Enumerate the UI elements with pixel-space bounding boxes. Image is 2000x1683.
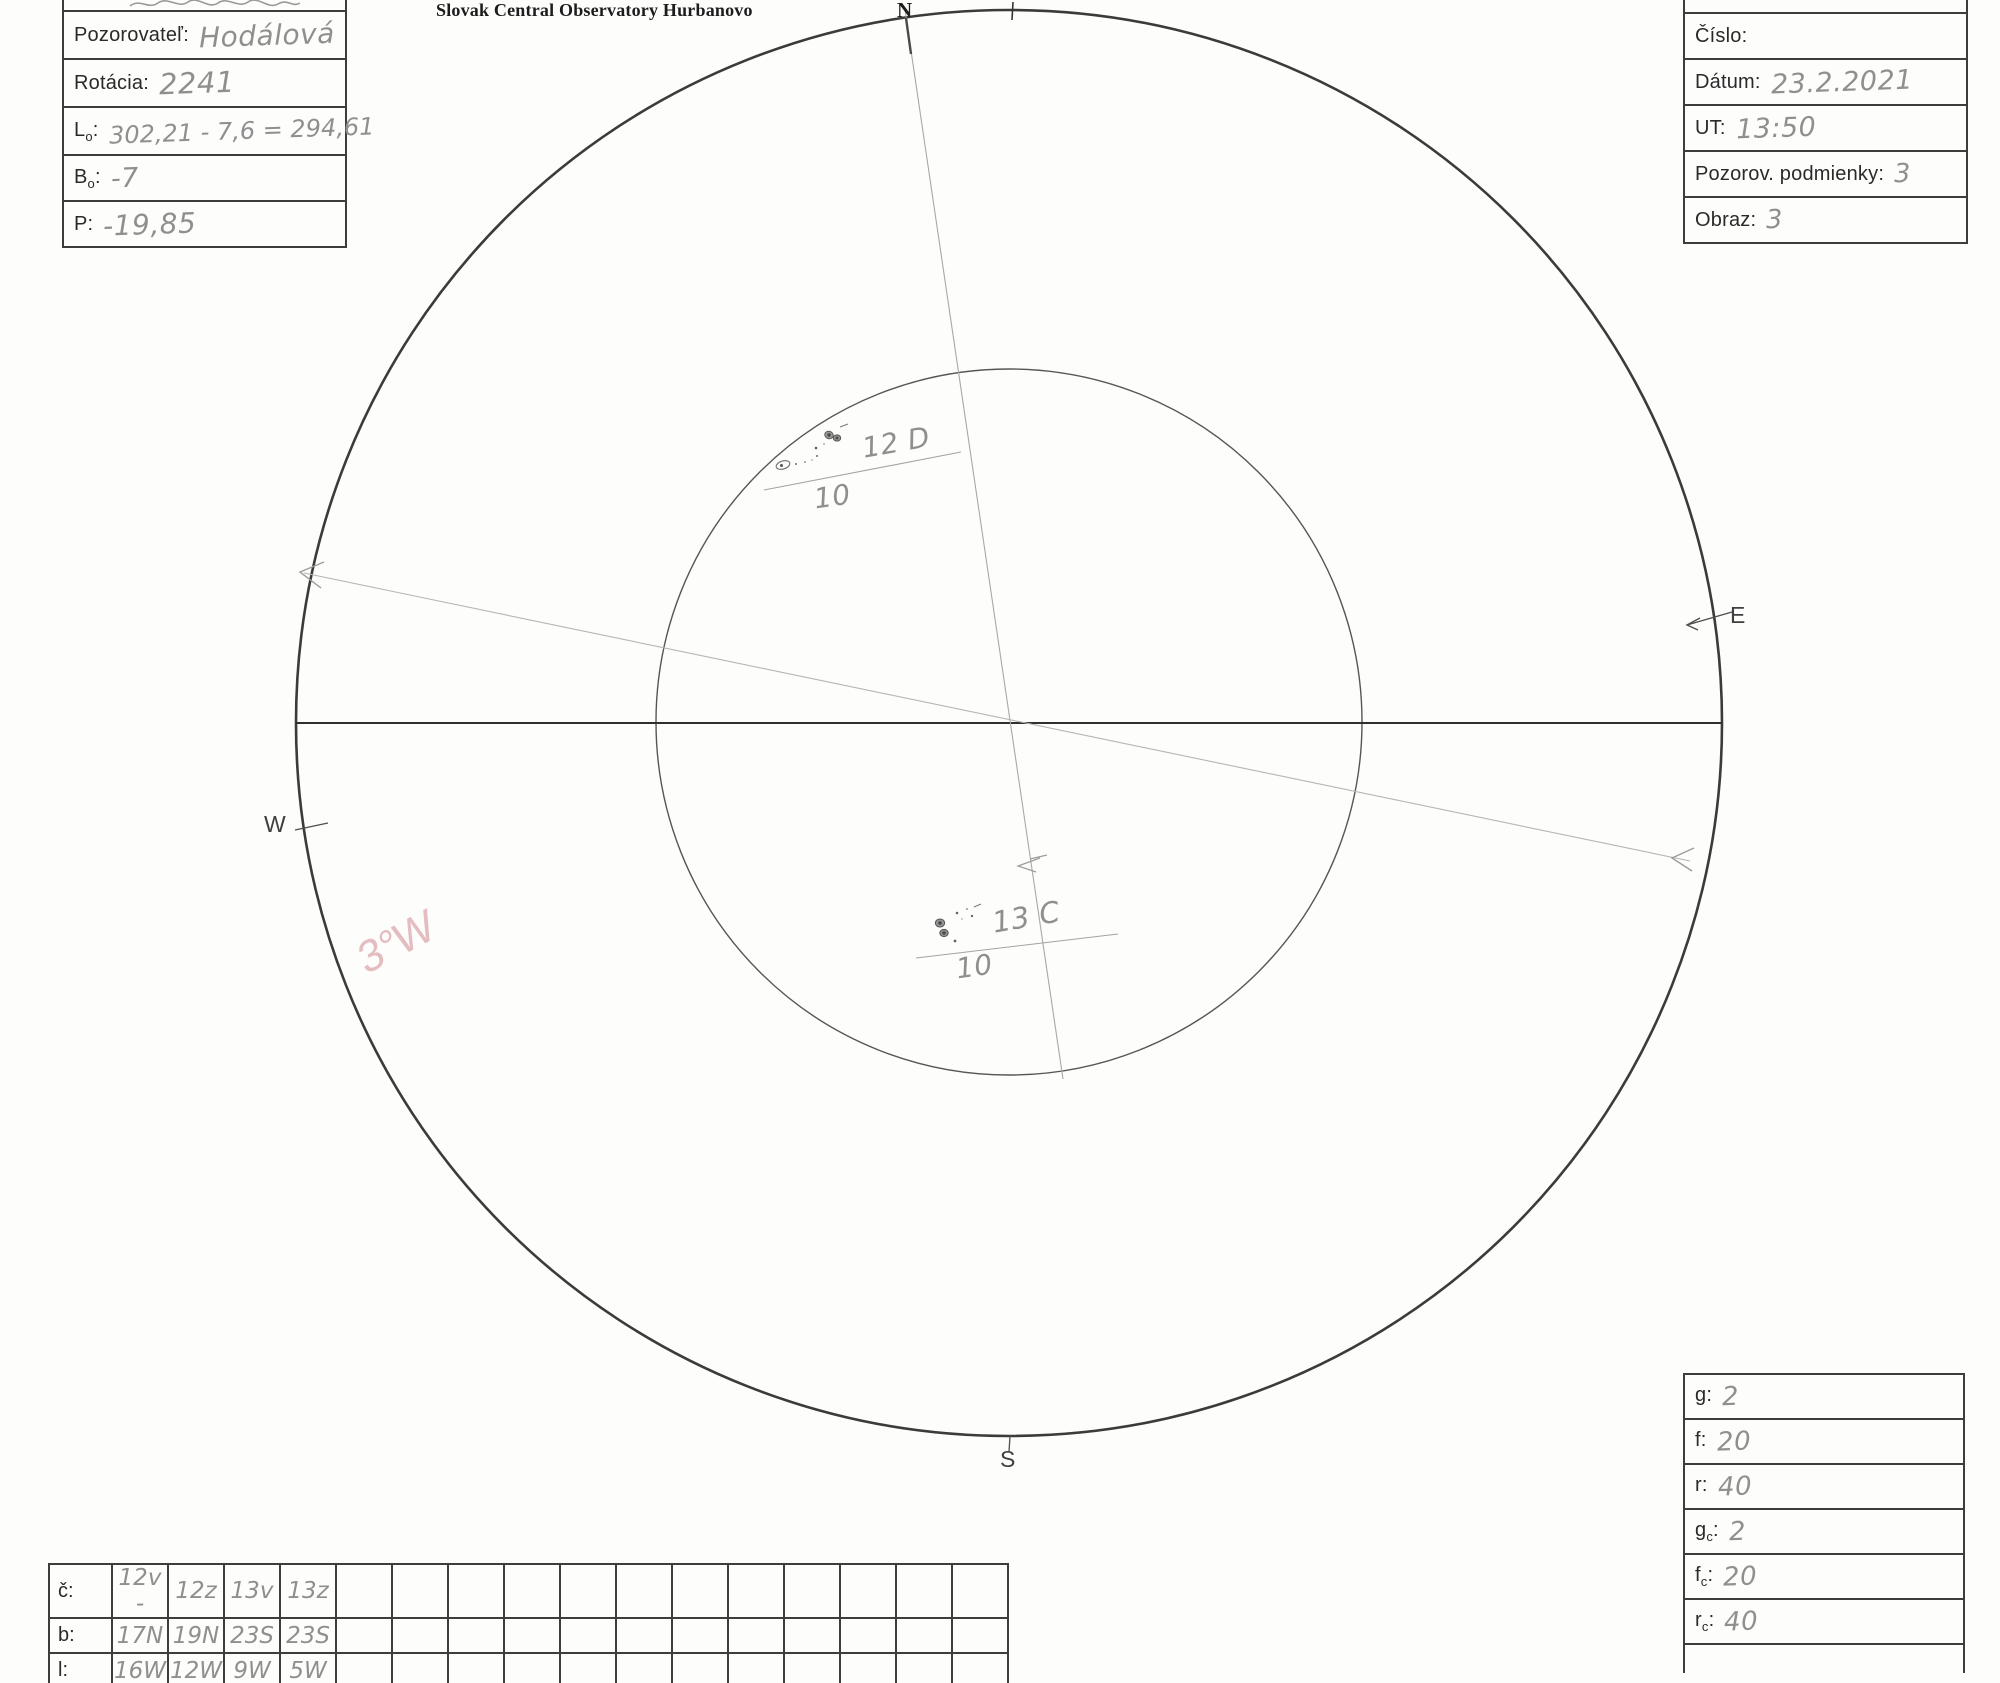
group-measurements-table — [48, 1563, 1009, 1683]
group-12D-count: 10 — [811, 477, 853, 516]
east-tick-arrow — [1687, 612, 1732, 630]
conditions-value: 3 — [1893, 158, 1912, 190]
obraz-label: Obraz: — [1695, 208, 1757, 231]
compass-north-label: N — [897, 0, 913, 22]
red-pencil-note: 3°W — [352, 900, 441, 985]
row-label-l: l: — [49, 1653, 112, 1683]
cislo-label: Číslo: — [1695, 24, 1748, 47]
group-13C-designation: 13 C — [989, 894, 1063, 940]
r-label: r: — [1695, 1474, 1708, 1496]
observer-row — [62, 10, 347, 60]
p-row — [62, 200, 347, 248]
datum-label: Dátum: — [1695, 70, 1761, 93]
fc-row — [1683, 1553, 1965, 1600]
b0-row — [62, 154, 347, 202]
l0-label: $L_o$: — [74, 118, 99, 144]
observatory-title: Slovak Central Observatory Hurbanovo — [436, 0, 753, 20]
g-value: 2 — [1721, 1381, 1740, 1412]
b0-label: $B_o$: — [74, 165, 101, 191]
datum-row — [1683, 58, 1968, 106]
group-13C-count: 10 — [953, 947, 995, 986]
rotation-label: Rotácia: — [74, 71, 149, 94]
group-12D-underline — [764, 452, 961, 490]
counts-box — [1683, 1373, 1965, 1673]
group-13C-underline — [916, 934, 1118, 958]
compass-south-label: S — [1000, 1446, 1016, 1472]
ut-label: UT: — [1695, 116, 1726, 139]
top-pole-tick — [1012, 2, 1013, 20]
table-row: č: 12v - 12z 13v 13z — [49, 1564, 1008, 1618]
p-label: P: — [74, 212, 94, 235]
b0-value: -7 — [110, 162, 140, 194]
gc-row — [1683, 1508, 1965, 1555]
f-label: f: — [1695, 1429, 1707, 1451]
fc-label: $f_c$: — [1695, 1564, 1714, 1589]
r-row — [1683, 1463, 1965, 1510]
g-row — [1683, 1373, 1965, 1420]
drift-direction-line — [304, 573, 1690, 861]
f-row — [1683, 1418, 1965, 1465]
f-value: 20 — [1716, 1425, 1752, 1458]
observer-value: Hodálová — [198, 16, 336, 54]
row-label-c: č: — [49, 1564, 112, 1618]
observer-info-box — [62, 0, 375, 248]
rotation-value: 2241 — [158, 64, 236, 102]
group-12D-designation: 12 D — [859, 420, 933, 465]
row-label-b: b: — [49, 1618, 112, 1653]
inner-reference-circle — [656, 369, 1362, 1075]
datum-value: 23.2.2021 — [1770, 64, 1914, 100]
compass-west-label: W — [264, 811, 286, 837]
session-info-box — [1683, 0, 1968, 244]
obraz-row — [1683, 196, 1968, 244]
fc-value: 20 — [1722, 1560, 1758, 1593]
cislo-row — [1683, 12, 1968, 60]
l0-value: 302,21 - 7,6 = 294,61 — [108, 112, 375, 150]
ut-row — [1683, 104, 1968, 152]
p-value: -19,85 — [102, 205, 198, 243]
north-crossing-tick — [906, 18, 911, 54]
conditions-row — [1683, 150, 1968, 198]
table-row: l: 16W 12W 9W 5W — [49, 1653, 1008, 1683]
cut-bottom-row — [1683, 1643, 1965, 1673]
gc-label: $g_c$: — [1695, 1519, 1719, 1544]
rc-label: $r_c$: — [1695, 1609, 1715, 1634]
rc-value: 40 — [1723, 1605, 1759, 1638]
rc-row — [1683, 1598, 1965, 1645]
ut-value: 13:50 — [1735, 111, 1817, 145]
table-row: b: 17N 19N 23S 23S — [49, 1618, 1008, 1653]
rotation-row — [62, 58, 347, 108]
observer-label: Pozorovateľ: — [74, 23, 189, 46]
conditions-label: Pozorov. podmienky: — [1695, 162, 1885, 185]
west-tick-arrow — [295, 818, 328, 830]
gc-value: 2 — [1728, 1516, 1747, 1547]
r-value: 40 — [1717, 1470, 1753, 1503]
obraz-value: 3 — [1765, 204, 1784, 236]
g-label: g: — [1695, 1384, 1713, 1406]
compass-east-label: E — [1730, 602, 1746, 628]
l0-row — [62, 106, 375, 156]
